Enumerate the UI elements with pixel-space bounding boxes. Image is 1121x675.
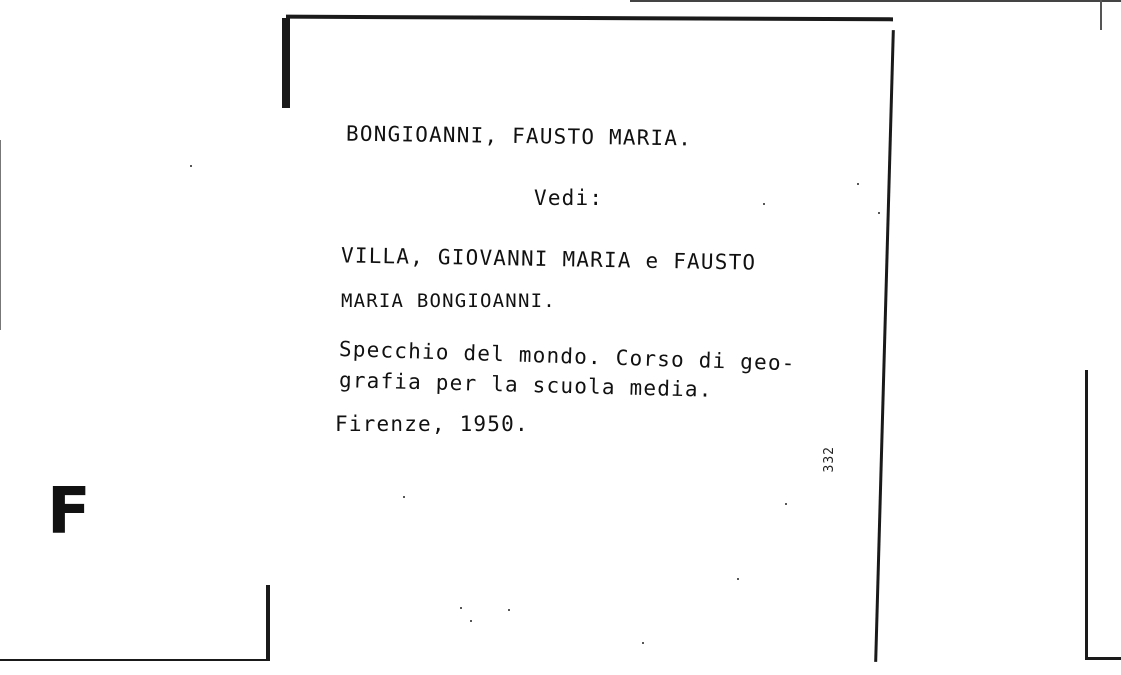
scan-right-bottom — [1085, 657, 1121, 660]
scan-right-frame — [1085, 370, 1088, 660]
card-left-edge — [282, 18, 290, 108]
card-side-number: 332 — [822, 446, 837, 473]
card-title-line-1: Specchio del mondo. Corso di geo- — [338, 337, 796, 376]
card-author-line-2: MARIA BONGIOANNI. — [341, 290, 556, 312]
speck — [737, 578, 739, 580]
card-bottom-left-edge — [266, 585, 270, 661]
drawer-marker-letter: F — [47, 475, 91, 549]
speck — [642, 642, 644, 644]
speck — [878, 212, 880, 214]
speck — [763, 203, 765, 205]
scan-bottom-line — [0, 659, 270, 661]
speck — [470, 620, 472, 622]
speck — [460, 607, 462, 609]
card-top-edge — [286, 15, 893, 22]
speck — [190, 165, 192, 167]
speck — [857, 183, 859, 185]
card-reference: Vedi: — [534, 186, 604, 210]
scan-top-right-line — [630, 0, 1121, 2]
speck — [785, 503, 787, 505]
card-imprint: Firenze, 1950. — [335, 412, 529, 436]
card-heading: BONGIOANNI, FAUSTO MARIA. — [345, 121, 693, 151]
scan-right-upper-edge — [1100, 0, 1102, 30]
speck — [508, 609, 510, 611]
scan-left-margin — [0, 140, 1, 330]
card-right-edge — [874, 30, 895, 662]
card-title-line-2: grafia per la scuola media. — [338, 368, 713, 402]
speck — [403, 496, 405, 498]
card-author-line-1: VILLA, GIOVANNI MARIA e FAUSTO — [340, 243, 757, 275]
